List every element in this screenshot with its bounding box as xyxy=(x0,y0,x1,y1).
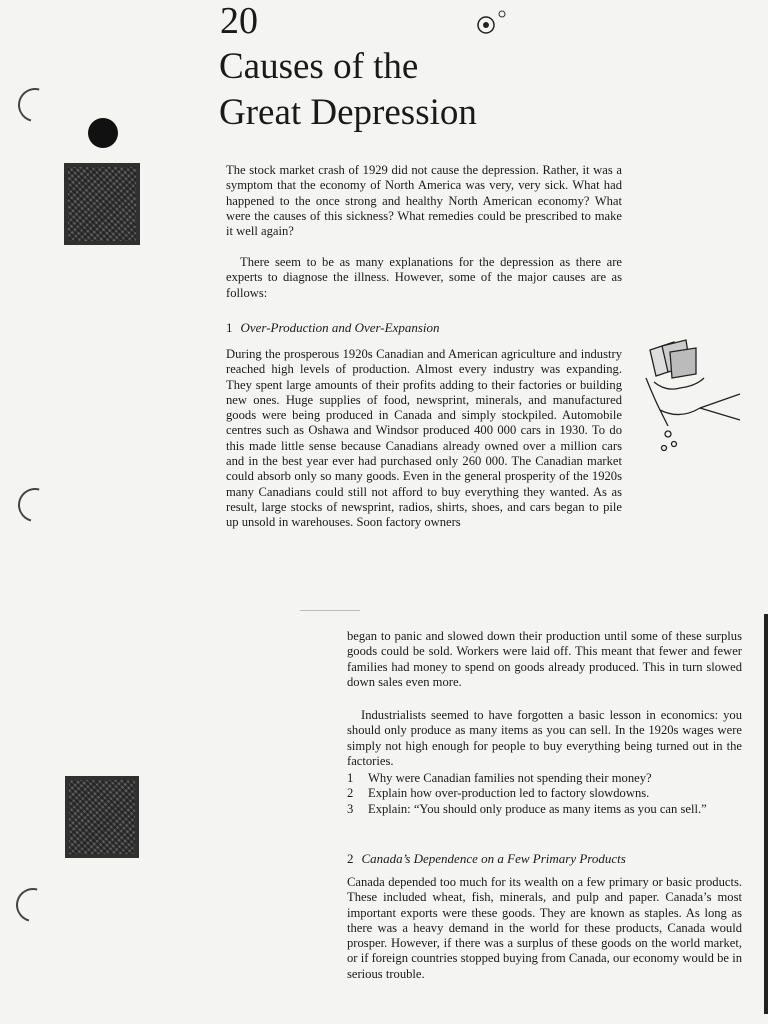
section-2-heading xyxy=(347,851,742,867)
question-item xyxy=(347,802,742,817)
chapter-title xyxy=(219,44,477,136)
question-text: Explain how over-production led to factory slowdowns. xyxy=(368,786,650,801)
question-text: Explain: “You should only produce as many items as you can sell.” xyxy=(368,801,707,816)
question-item xyxy=(347,771,742,786)
scanned-photo-top xyxy=(64,163,140,245)
scanned-photo-bottom xyxy=(65,776,139,858)
section-2-number: 2 xyxy=(347,851,354,866)
binder-hole-bottom xyxy=(10,882,56,928)
section-1-paragraph-3: Industrialists seemed to have forgotten a basic lesson in economics: you should only produce as many items as you can sell. In the 1920s wages were simply not high enough for people to buy everything being turned out in the factories. xyxy=(347,708,742,768)
question-number: 2 xyxy=(347,786,354,801)
chapter-title-line2: Great Depression xyxy=(219,92,477,133)
section-1-questions xyxy=(347,771,742,817)
question-number: 3 xyxy=(347,801,354,816)
money-hand-illustration xyxy=(640,338,744,456)
section-1-number: 1 xyxy=(226,320,233,335)
intro-paragraph-1: The stock market crash of 1929 did not cause the depression. Rather, it was a symptom that the economy of North America was very, very sick. What had happened to the once strong and healthy North American economy? What were the causes of this sickness? What remedies could be prescribed to make it well again? xyxy=(226,163,622,239)
intro-paragraph-2: There seem to be as many explanations for the depression as there are experts to diagnose the illness. However, some of the major causes are as follows: xyxy=(226,255,622,300)
page-divider xyxy=(300,610,360,611)
section-1-heading xyxy=(226,320,622,336)
chapter-title-line1: Causes of the xyxy=(219,46,419,87)
section-1-paragraph-1: During the prosperous 1920s Canadian and American agriculture and industry reached high levels of production. Almost every industry was expanding. They spent large amounts of their profits adding to their factories or building new ones. Huge supplies of food, newsprint, minerals, and manufactured goods were being produced in Canada and simply stockpiled. Automobile centres such as Oshawa and Windsor produced 400 000 cars in 1930. To do this made little sense because Canadians already owned over a million cars and in the best year ever had purchased only 260 000. The Canadian market could absorb only so many goods. Even in the general prosperity of the 1920s many Canadians could still not afford to buy everything they wanted. As as result, large stocks of newsprint, radios, shirts, shoes, and cars began to pile up unsold in warehouses. Soon factory owners xyxy=(226,347,622,530)
section-2-paragraph-1: Canada depended too much for its wealth on a few primary or basic products. These included wheat, fish, minerals, and pulp and paper. Canada’s most important exports were these goods. They are known as staples. As long as there was a heavy demand in the world for these products, Canada would prosper. However, if there was a surplus of these goods on the world market, or if foreign countries stopped buying from Canada, our economy would be in serious trouble. xyxy=(347,875,742,981)
binder-hole-top xyxy=(12,82,58,128)
punch-dot xyxy=(88,118,118,148)
stamp-icon xyxy=(474,8,508,36)
chapter-number: 20 xyxy=(220,0,258,42)
question-text: Why were Canadian families not spending their money? xyxy=(368,771,652,785)
section-1-title: Over-Production and Over-Expansion xyxy=(240,320,440,335)
question-item xyxy=(347,786,742,801)
binder-hole-middle xyxy=(12,482,58,528)
section-2-title: Canada’s Dependence on a Few Primary Products xyxy=(361,851,626,866)
section-1-paragraph-2: began to panic and slowed down their production until some of these surplus goods could be sold. Workers were laid off. This meant that fewer and fewer families had money to spend on goods already produced. This in turn slowed down sales even more. xyxy=(347,629,742,689)
page-edge-bar xyxy=(764,614,768,1014)
question-number: 1 xyxy=(347,771,354,785)
